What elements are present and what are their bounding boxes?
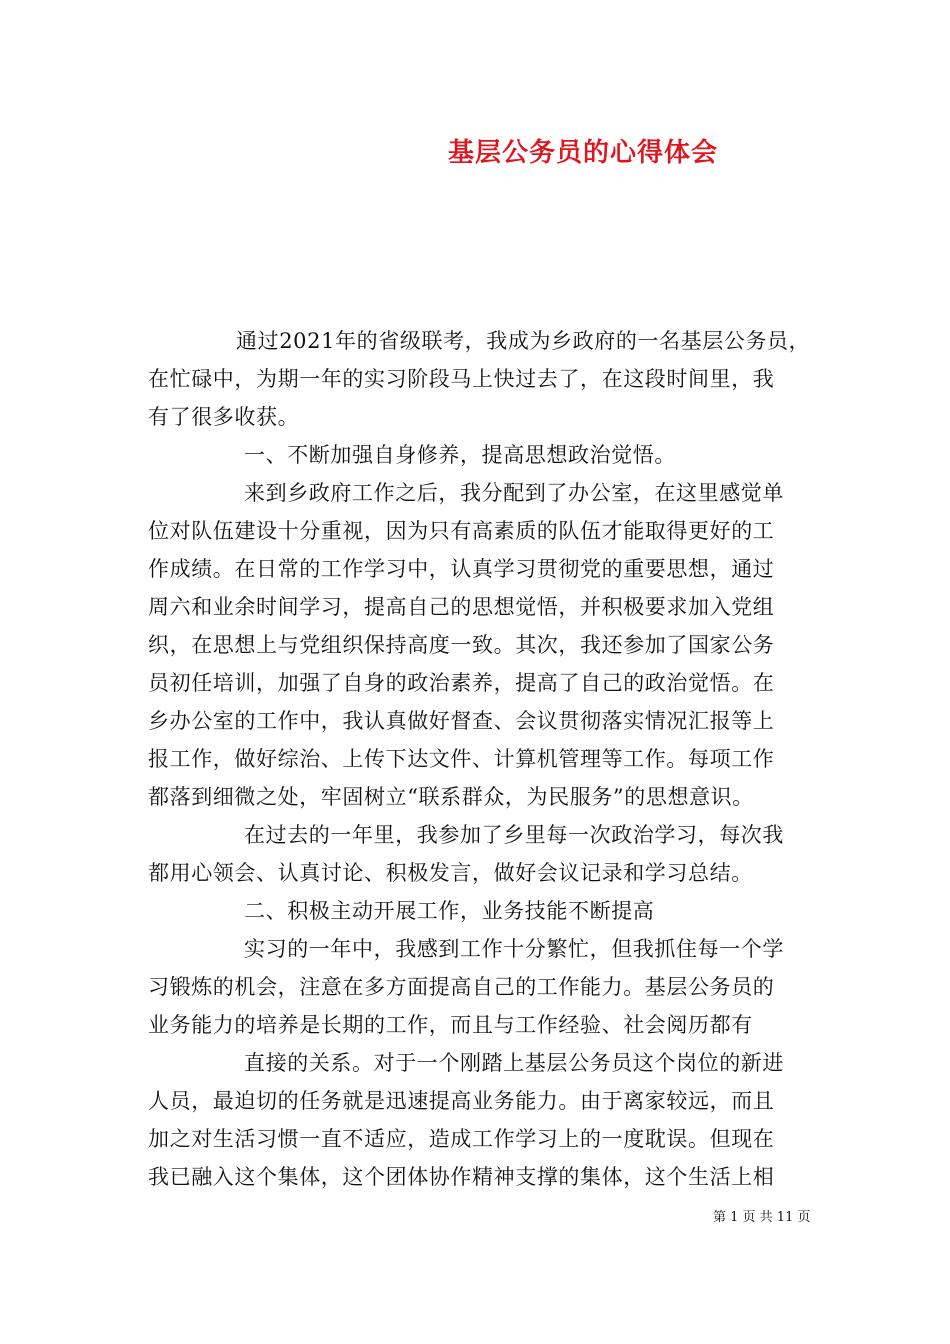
- page-number: 第 1 页 共 11 页: [713, 1210, 811, 1225]
- body-line: 都用心领会、认真讨论、积极发言，做好会议记录和学习总结。: [148, 861, 753, 885]
- body-line: 习锻炼的机会，注意在多方面提高自己的工作能力。基层公务员的: [148, 975, 775, 999]
- section-heading: 二、积极主动开展工作，业务技能不断提高: [244, 899, 655, 923]
- body-line: 周六和业余时间学习，提高自己的思想觉悟，并积极要求加入党组: [148, 595, 775, 619]
- body-line: 员初任培训，加强了自身的政治素养，提高了自己的政治觉悟。在: [148, 671, 775, 695]
- body-line: 人员，最迫切的任务就是迅速提高业务能力。由于离家较远，而且: [148, 1089, 775, 1113]
- body-line: 在过去的一年里，我参加了乡里每一次政治学习，每次我: [244, 823, 784, 847]
- body-line: 乡办公室的工作中，我认真做好督查、会议贯彻落实情况汇报等上: [148, 709, 775, 733]
- document-title: 基层公务员的心得体会: [448, 138, 719, 168]
- body-line: 来到乡政府工作之后，我分配到了办公室，在这里感觉单: [244, 481, 784, 505]
- body-line: 实习的一年中，我感到工作十分繁忙，但我抓住每一个学: [244, 937, 784, 961]
- body-line: 业务能力的培养是长期的工作，而且与工作经验、社会阅历都有: [148, 1013, 753, 1037]
- body-line: 作成绩。在日常的工作学习中，认真学习贯彻党的重要思想，通过: [148, 557, 775, 581]
- document-body: [148, 322, 818, 1196]
- body-line: 通过2021年的省级联考，我成为乡政府的一名基层公务员，: [236, 329, 811, 353]
- body-line: 我已融入这个集体，这个团体协作精神支撑的集体，这个生活上相: [148, 1165, 775, 1189]
- body-line: 加之对生活习惯一直不适应，造成工作学习上的一度耽误。但现在: [148, 1127, 775, 1151]
- body-line: 织，在思想上与党组织保持高度一致。其次，我还参加了国家公务: [148, 633, 775, 657]
- body-line: 直接的关系。对于一个刚踏上基层公务员这个岗位的新进: [244, 1051, 784, 1075]
- section-heading: 一、不断加强自身修养，提高思想政治觉悟。: [244, 443, 676, 467]
- body-line: 在忙碌中，为期一年的实习阶段马上快过去了，在这段时间里，我: [148, 367, 775, 391]
- body-line: 有了很多收获。: [148, 405, 300, 429]
- body-line: 位对队伍建设十分重视，因为只有高素质的队伍才能取得更好的工: [148, 519, 775, 543]
- body-line: 都落到细微之处，牢固树立“联系群众，为民服务”的思想意识。: [148, 785, 754, 809]
- body-line: 报工作，做好综治、上传下达文件、计算机管理等工作。每项工作: [148, 747, 775, 771]
